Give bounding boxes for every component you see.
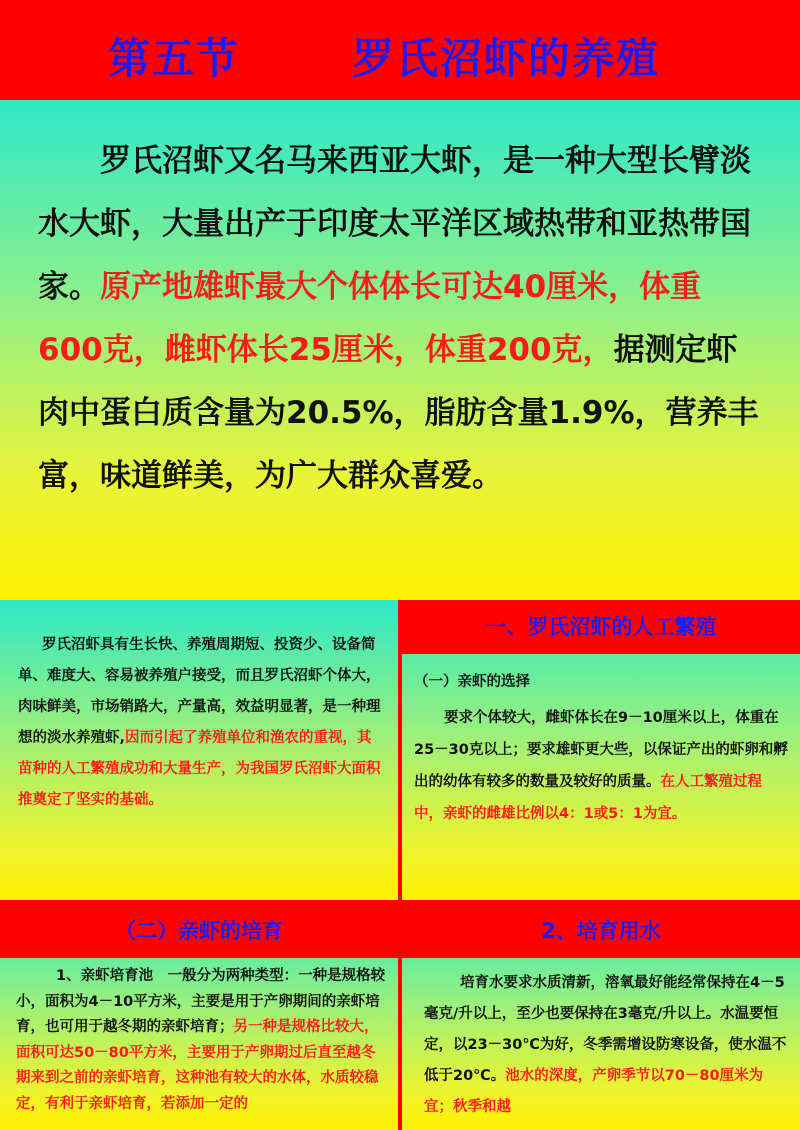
intro-panel bbox=[0, 100, 800, 600]
cultivation-text-red: 另一种是规格比较大，面积可达50－80平方米，主要用于产卵期过后直至越冬期来到之前的亲虾培育，这种池有较大的水体，水质较稳定，有利于亲虾培育，若添加一定的 bbox=[16, 1019, 379, 1112]
water-body bbox=[402, 958, 800, 1123]
intro-text-1: 罗氏沼虾又名马来西亚大虾，是一种大型长臂淡水大虾，大量出产于印度太平洋区域热带和亚热带国家。 bbox=[38, 143, 751, 305]
water-text-red: 池水的深度，产卵季节以70－80厘米为宜；秋季和越 bbox=[424, 1068, 764, 1115]
cultivation-text-black: 1、亲虾培育池 一般分为两种类型：一种是规格较小，面积为4－10平方米，主要是用于产卵期间的亲虾培育，也可用于越冬期的亲虾培育； bbox=[16, 968, 386, 1035]
breeding-body bbox=[402, 654, 800, 830]
advantages-text bbox=[18, 630, 382, 816]
intro-text-red: 原产地雄虾最大个体体长可达40厘米，体重600克，雌虾体长25厘米，体重200克， bbox=[38, 269, 702, 368]
cultivation-text bbox=[16, 964, 388, 1117]
broodstock-text-black: 要求个体较大，雌虾体长在9－10厘米以上，体重在25－30克以上；要求雄虾更大些，以保证产出的虾卵和孵出的幼体有较多的数量及较好的质量。 bbox=[414, 710, 788, 790]
intro-text-2: 据测定虾肉中蛋白质含量为20.5%，脂肪含量1.9%，营养丰富，味道鲜美，为广大群众喜爱。 bbox=[38, 332, 759, 494]
intro-paragraph bbox=[38, 130, 762, 508]
broodstock-text-red: 在人工繁殖过程中，亲虾的雌雄比例以4：1或5：1为宜。 bbox=[414, 774, 762, 822]
title-banner bbox=[0, 0, 800, 100]
page-title: 罗氏沼虾的养殖 bbox=[352, 34, 661, 83]
breeding-panel bbox=[402, 600, 800, 900]
broodstock-selection-text bbox=[414, 702, 790, 830]
cultivation-heading: （二）亲虾的培育 bbox=[0, 904, 398, 958]
section-number: 第五节 bbox=[108, 34, 241, 83]
cultivation-panel bbox=[0, 904, 398, 1130]
advantages-text-black: 罗氏沼虾具有生长快、养殖周期短、投资少、设备简单、难度大、容易被养殖户接受，而且罗氏沼虾个体大，肉味鲜美，市场销路大，产量高，效益明显著，是一种理想的淡水养殖虾, bbox=[18, 637, 381, 746]
broodstock-selection-subheading: （一）亲虾的选择 bbox=[414, 674, 530, 690]
water-panel bbox=[402, 904, 800, 1130]
water-text-black: 培育水要求水质清新，溶氧最好能经常保持在4－5毫克/升以上，至少也要保持在3毫克/升以上。水温要恒定，以23－30℃为好，冬季需增设防寒设备，使水温不低于20℃。 bbox=[424, 975, 787, 1084]
advantages-text-red: 因而引起了养殖单位和渔农的重视，其苗种的人工繁殖成功和大量生产，为我国罗氏沼虾大面积推奠定了坚实的基础。 bbox=[18, 730, 381, 808]
advantages-panel bbox=[0, 600, 398, 900]
breeding-heading: 一、罗氏沼虾的人工繁殖 bbox=[402, 600, 800, 654]
water-heading: 2、培育用水 bbox=[402, 904, 800, 958]
cultivation-body bbox=[0, 958, 398, 1117]
water-text bbox=[424, 968, 790, 1123]
